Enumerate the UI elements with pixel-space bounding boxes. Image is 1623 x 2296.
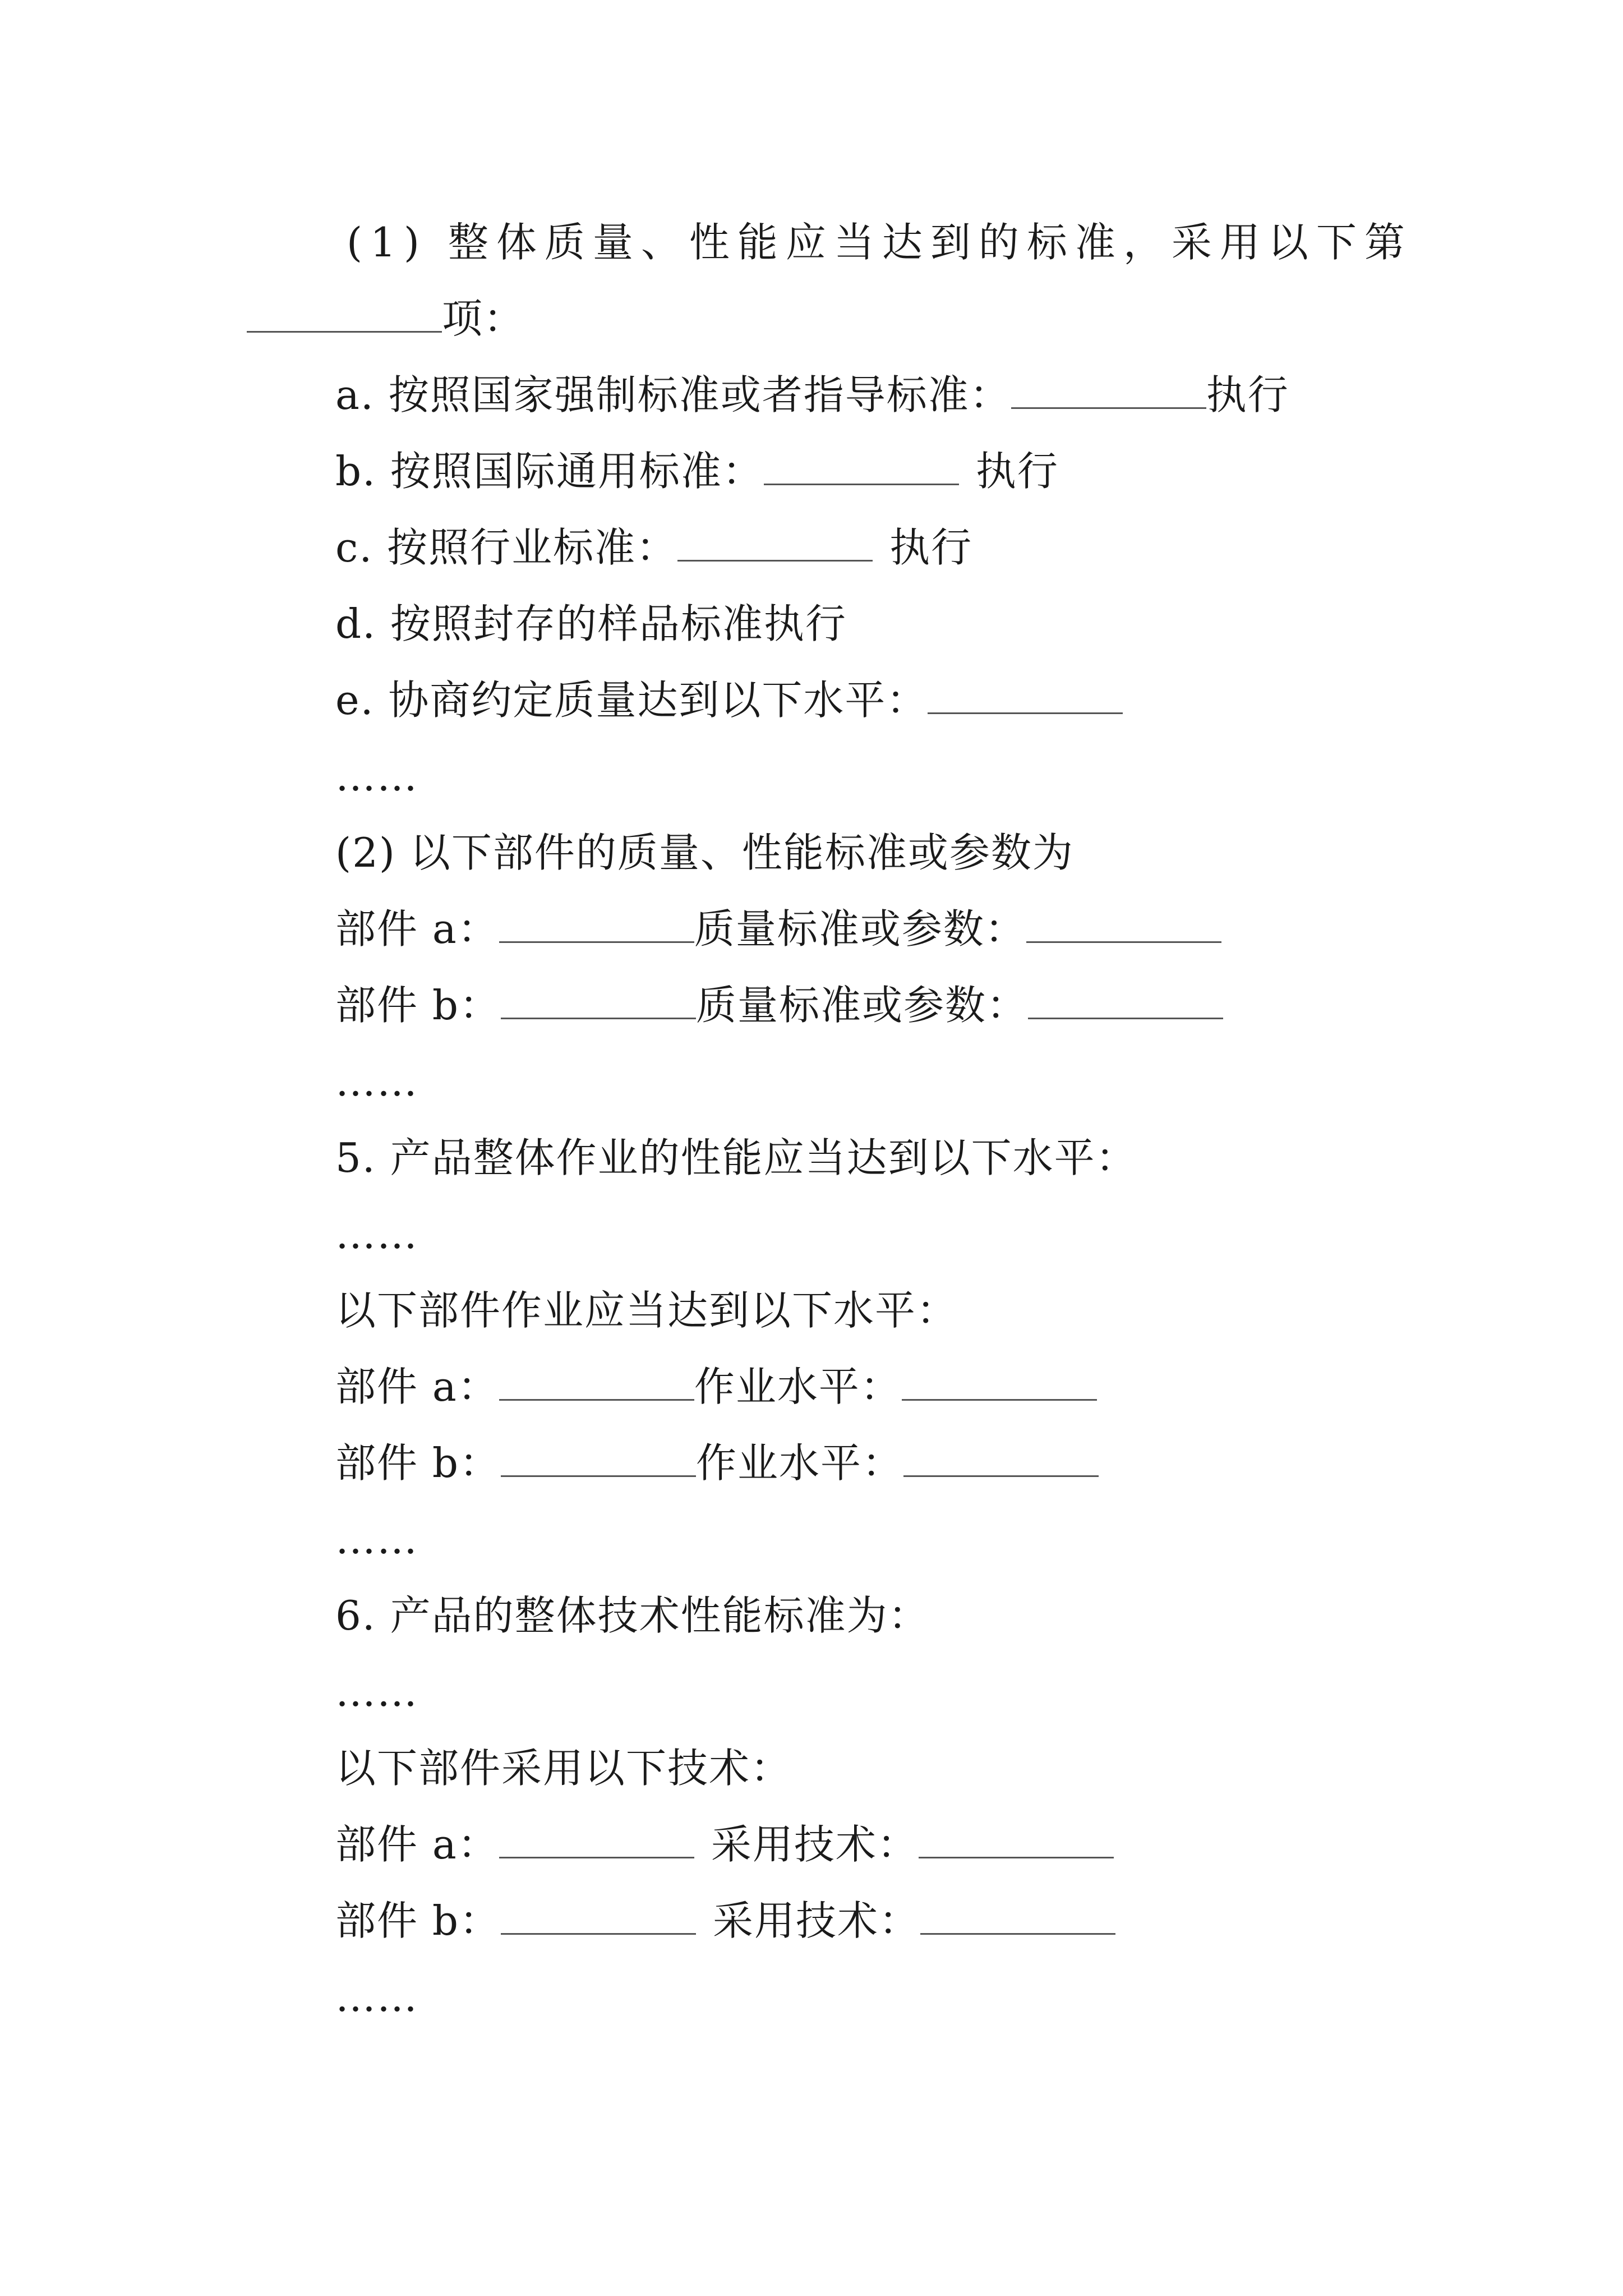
option-a: a. 按照国家强制标准或者指导标准： 执行: [335, 367, 1289, 423]
section-6-row-a: 部件 a： 采用技术：: [335, 1816, 1114, 1872]
option-d: d. 按照封存的样品标准执行: [335, 600, 847, 647]
ellipsis: ……: [335, 1058, 418, 1105]
s6-part-b-tech-blank[interactable]: [920, 1894, 1115, 1935]
ellipsis: ……: [335, 1973, 418, 2021]
section-6-sub: 以下部件采用以下技术：: [335, 1745, 792, 1792]
parts-quality-heading: (2) 以下部件的质量、性能标准或参数为: [335, 829, 1074, 876]
option-b: b. 按照国际通用标准： 执行: [335, 443, 1059, 499]
part-a-name-blank[interactable]: [499, 902, 694, 943]
part-b-name-blank[interactable]: [501, 978, 696, 1019]
section-5-sub: 以下部件作业应当达到以下水平：: [335, 1287, 958, 1334]
option-e-blank[interactable]: [928, 673, 1123, 714]
quality-intro-continuation: 项：: [247, 291, 525, 347]
option-c: c. 按照行业标准： 执行: [335, 519, 972, 576]
s6-part-a-name-blank[interactable]: [499, 1818, 694, 1858]
section-5-row-b: 部件 b： 作业水平：: [335, 1435, 1099, 1491]
s6-part-b-name-blank[interactable]: [501, 1894, 696, 1935]
part-a-quality-blank[interactable]: [1026, 902, 1221, 943]
section-5-row-a: 部件 a： 作业水平：: [335, 1359, 1097, 1415]
section-6-row-b: 部件 b： 采用技术：: [335, 1893, 1115, 1949]
ellipsis: ……: [335, 1668, 418, 1715]
s5-part-b-name-blank[interactable]: [501, 1436, 696, 1477]
option-e: e. 协商约定质量达到以下水平：: [335, 672, 1123, 728]
parts-quality-row-a: 部件 a： 质量标准或参数：: [335, 901, 1221, 957]
ellipsis: ……: [335, 1516, 418, 1563]
parts-quality-row-b: 部件 b： 质量标准或参数：: [335, 977, 1223, 1033]
section-6-heading: 6. 产品的整体技术性能标准为：: [335, 1592, 930, 1639]
option-b-blank[interactable]: [764, 444, 959, 485]
s5-part-b-level-blank[interactable]: [903, 1436, 1099, 1477]
option-a-blank[interactable]: [1011, 368, 1206, 409]
quality-intro: (1) 整体质量、性能应当达到的标准，采用以下第: [347, 219, 1413, 266]
ellipsis: ……: [335, 1211, 418, 1258]
s5-part-a-name-blank[interactable]: [499, 1360, 694, 1401]
ellipsis: ……: [335, 753, 418, 800]
s5-part-a-level-blank[interactable]: [902, 1360, 1097, 1401]
s6-part-a-tech-blank[interactable]: [919, 1818, 1114, 1858]
item-choice-blank[interactable]: [247, 292, 442, 333]
section-5-heading: 5. 产品整体作业的性能应当达到以下水平：: [335, 1134, 1137, 1181]
option-c-blank[interactable]: [677, 521, 873, 562]
part-b-quality-blank[interactable]: [1028, 978, 1223, 1019]
